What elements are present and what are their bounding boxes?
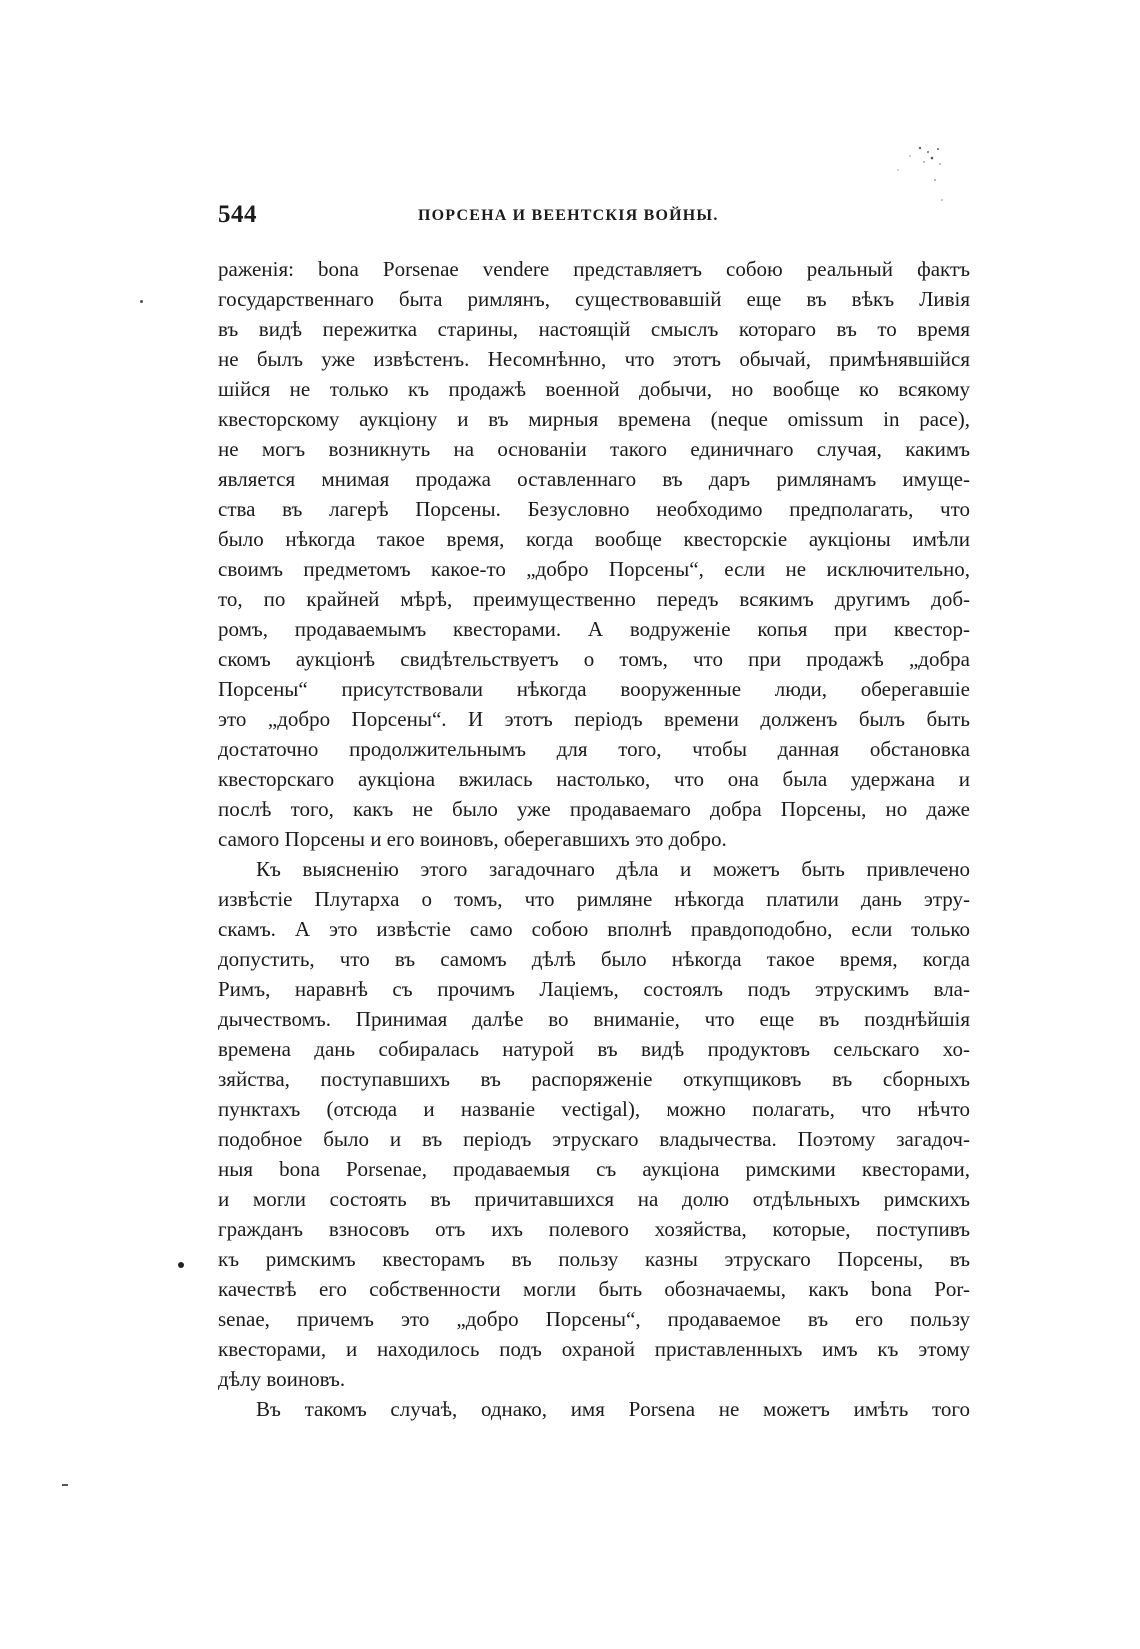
text-line: Въ такомъ случаѣ, однако, имя Porsena не можетъ имѣть того [256,1397,970,1421]
paragraph [218,254,970,854]
paragraph [218,854,970,1394]
text-line: пунктахъ (отсюда и названіе vectigal), можно полагать, что нѣчто [218,1097,970,1121]
text-line: квесторскаго аукціона вжилась настолько, что она была удержана и [218,767,970,791]
text-line: подобное было и въ періодъ этрускаго владычества. Поэтому загадоч- [218,1127,970,1151]
text-line: государственнаго быта римлянъ, существовавшій еще въ вѣкъ Ливія [218,287,970,311]
text-line: ромъ, продаваемымъ квесторами. А водруженіе копья при квестор- [218,617,970,641]
text-line: допустить, что въ самомъ дѣлѣ было нѣкогда такое время, когда [218,947,970,971]
text-line: Къ выясненію этого загадочнаго дѣла и можетъ быть привлечено [256,857,970,881]
text-line: это „добро Порсены“. И этотъ періодъ времени долженъ былъ быть [218,707,970,731]
text-line: самого Порсены и его воиновъ, оберегавшихъ это добро. [218,827,727,851]
text-line: шійся не только къ продажѣ военной добычи, но вообще ко всякому [218,377,970,401]
text-line: Порсены“ присутствовали нѣкогда вооруженные люди, оберегавшіе [218,677,970,701]
text-line: своимъ предметомъ какое-то „добро Порсены“, если не исключительно, [218,557,970,581]
text-line: раженія: bona Porsenae vendere представляетъ собою реальный фактъ [218,257,970,281]
text-line: не былъ уже извѣстенъ. Несомнѣнно, что этотъ обычай, примѣнявшійся [218,347,970,371]
text-line: времена дань собиралась натурой въ видѣ продуктовъ сельскаго хо- [218,1037,970,1061]
text-line: дѣлу воиновъ. [218,1367,346,1391]
text-line: къ римскимъ квесторамъ въ пользу казны этрускаго Порсены, въ [218,1247,970,1271]
page-number: 544 [218,201,257,228]
text-line: скомъ аукціонѣ свидѣтельствуетъ о томъ, что при продажѣ „добра [218,647,970,671]
text-line: квесторами, и находилось подъ охраной приставленныхъ имъ къ этому [218,1337,970,1361]
text-line: ства въ лагерѣ Порсены. Безусловно необходимо предполагать, что [218,497,970,521]
paragraph [218,1394,970,1424]
running-head: ПОРСЕНА И ВЕЕНТСКІЯ ВОЙНЫ. [418,207,719,224]
margin-dot [140,300,143,303]
text-line: послѣ того, какъ не было уже продаваемаго добра Порсены, но даже [218,797,970,821]
page-header [218,201,978,231]
edge-tick [62,1484,68,1486]
text-line: въ видѣ пережитка старины, настоящій смыслъ котораго въ то время [218,317,970,341]
text-line: качествѣ его собственности могли быть обозначаемы, какъ bona Por- [218,1277,970,1301]
text-line: дычествомъ. Принимая далѣе во вниманіе, что еще въ позднѣйшія [218,1007,970,1031]
text-line: не могъ возникнуть на основаніи такого единичнаго случая, какимъ [218,437,970,461]
text-line: то, по крайней мѣрѣ, преимущественно передъ всякимъ другимъ доб- [218,587,970,611]
text-line: зяйства, поступавшихъ въ распоряженіе откупщиковъ въ сборныхъ [218,1067,970,1091]
text-line: было нѣкогда такое время, когда вообще квесторскіе аукціоны имѣли [218,527,970,551]
text-line: является мнимая продажа оставленнаго въ даръ римлянамъ имуще- [218,467,970,491]
text-line: скамъ. А это извѣстіе само собою вполнѣ правдоподобно, если только [218,917,970,941]
body-text [218,254,970,1424]
text-line: senae, причемъ это „добро Порсены“, продаваемое въ его пользу [218,1307,970,1331]
text-line: гражданъ взносовъ отъ ихъ полевого хозяйства, которые, поступивъ [218,1217,970,1241]
text-line: достаточно продолжительнымъ для того, чтобы данная обстановка [218,737,970,761]
text-line: Римъ, наравнѣ съ прочимъ Лаціемъ, состоялъ подъ этрускимъ вла- [218,977,970,1001]
text-line: квесторскому аукціону и въ мирныя времена (neque omissum in pace), [218,407,970,431]
text-line: ныя bona Porsenae, продаваемыя съ аукціона римскими квесторами, [218,1157,970,1181]
text-line: извѣстіе Плутарха о томъ, что римляне нѣкогда платили дань этру- [218,887,970,911]
text-line: и могли состоять въ причитавшихся на долю отдѣльныхъ римскихъ [218,1187,970,1211]
margin-dot [178,1262,184,1268]
